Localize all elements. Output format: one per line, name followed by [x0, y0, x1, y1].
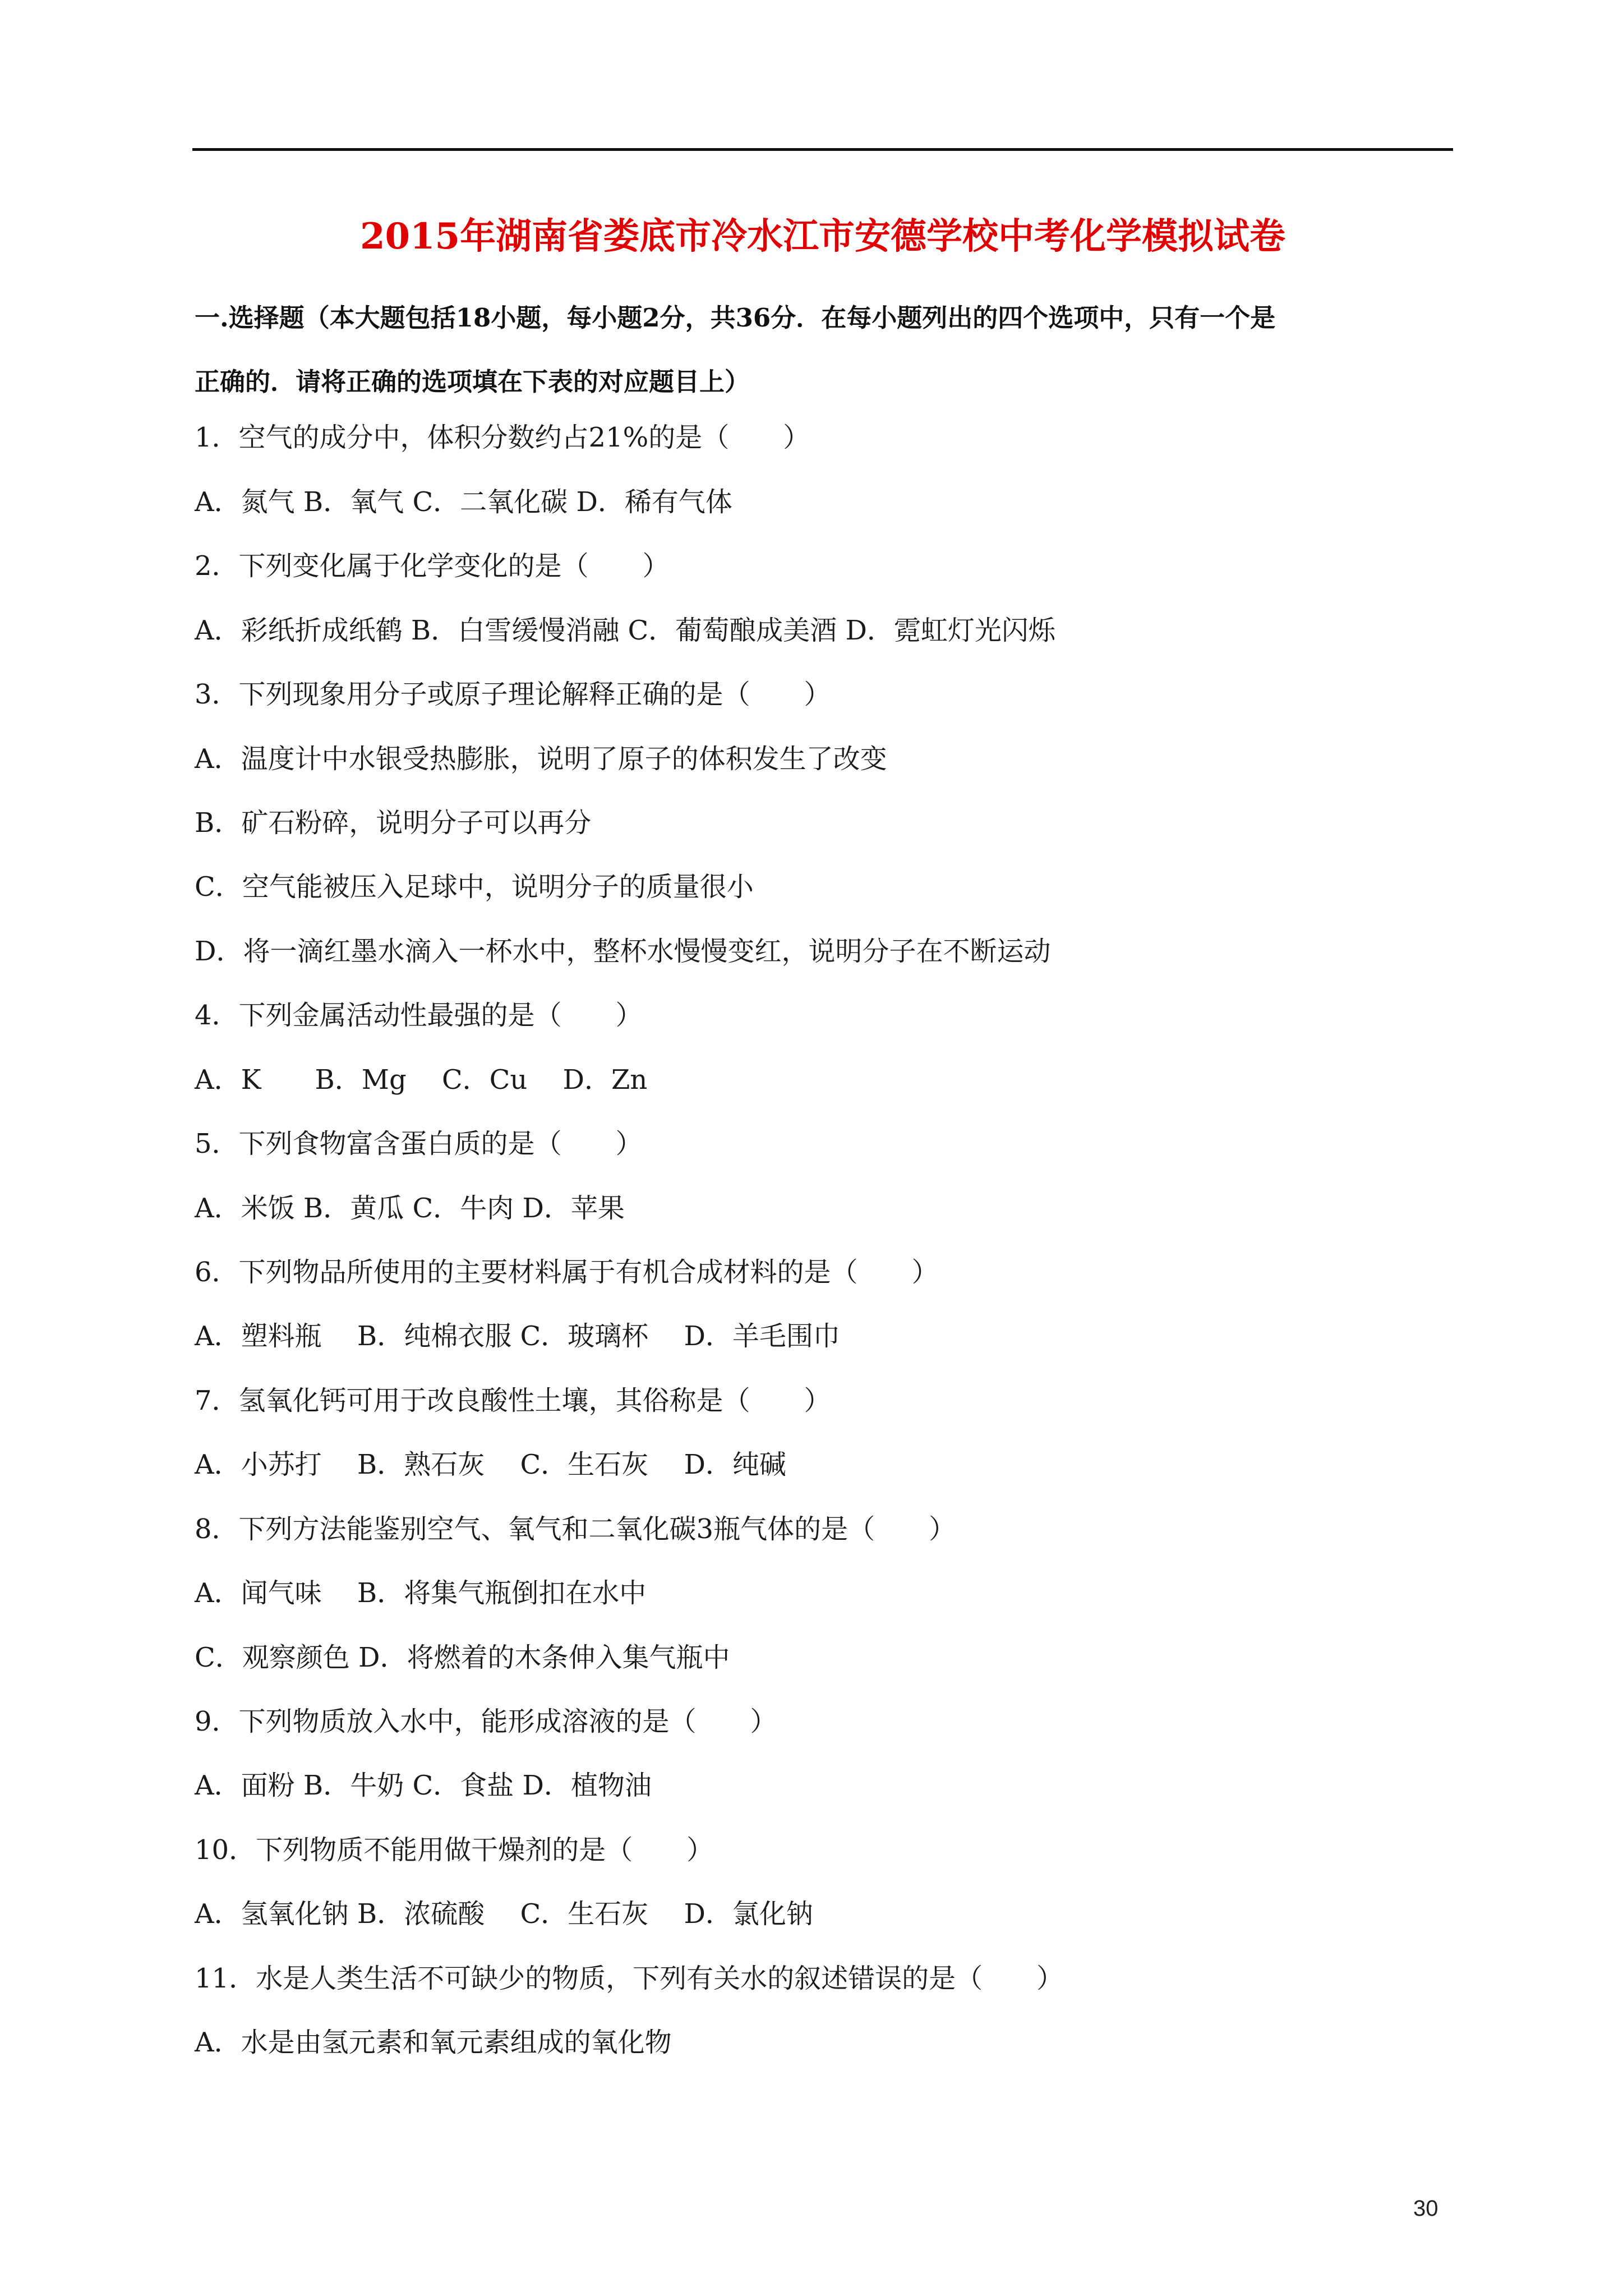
question-4-options: A．K B．Mg C．Cu D．Zn [195, 1064, 648, 1096]
question-10-options: A．氢氧化钠 B．浓硫酸 C．生石灰 D．氯化钠 [195, 1898, 813, 1930]
section-instructions-line-2: 正确的．请将正确的选项填在下表的对应题目上） [195, 367, 750, 397]
question-3-option-d: D．将一滴红墨水滴入一杯水中，整杯水慢慢变红，说明分子在不断运动 [195, 936, 1051, 967]
question-1: 1．空气的成分中，体积分数约占21%的是（ ） [195, 422, 810, 453]
header-rule [192, 148, 1453, 151]
question-6: 6．下列物品所使用的主要材料属于有机合成材料的是（ ） [195, 1257, 939, 1288]
question-3-option-a: A．温度计中水银受热膨胀，说明了原子的体积发生了改变 [195, 743, 887, 775]
question-6-options: A．塑料瓶 B．纯棉衣服 C．玻璃杯 D．羊毛围巾 [195, 1320, 840, 1352]
question-2: 2．下列变化属于化学变化的是（ ） [195, 550, 670, 582]
question-3-option-b: B．矿石粉碎，说明分子可以再分 [195, 807, 592, 839]
question-5: 5．下列食物富含蛋白质的是（ ） [195, 1128, 643, 1159]
question-5-options: A．米饭 B．黄瓜 C．牛肉 D．苹果 [195, 1193, 625, 1224]
question-3: 3．下列现象用分子或原子理论解释正确的是（ ） [195, 679, 831, 710]
question-10: 10．下列物质不能用做干燥剂的是（ ） [195, 1834, 714, 1866]
question-11: 11．水是人类生活不可缺少的物质，下列有关水的叙述错误的是（ ） [195, 1963, 1064, 1994]
question-9-options: A．面粉 B．牛奶 C．食盐 D．植物油 [195, 1770, 652, 1801]
question-9: 9．下列物质放入水中，能形成溶液的是（ ） [195, 1706, 777, 1737]
question-2-options: A．彩纸折成纸鹤 B．白雪缓慢消融 C．葡萄酿成美酒 D．霓虹灯光闪烁 [195, 615, 1055, 646]
section-instructions-line-1: 一.选择题（本大题包括18小题，每小题2分，共36分．在每小题列出的四个选项中，只有一个是 [195, 303, 1276, 333]
question-3-option-c: C．空气能被压入足球中，说明分子的质量很小 [195, 871, 754, 903]
question-7: 7．氢氧化钙可用于改良酸性土壤，其俗称是（ ） [195, 1385, 831, 1416]
question-7-options: A．小苏打 B．熟石灰 C．生石灰 D．纯碱 [195, 1449, 786, 1480]
question-11-option-a: A．水是由氢元素和氧元素组成的氧化物 [195, 2027, 672, 2058]
question-8: 8．下列方法能鉴别空气、氧气和二氧化碳3瓶气体的是（ ） [195, 1513, 956, 1545]
question-1-options: A．氮气 B．氧气 C．二氧化碳 D．稀有气体 [195, 486, 732, 518]
page-number: 30 [1413, 2196, 1438, 2221]
question-8-options-cd: C．观察颜色 D．将燃着的木条伸入集气瓶中 [195, 1642, 730, 1673]
question-4: 4．下列金属活动性最强的是（ ） [195, 1000, 643, 1031]
page-title: 2015年湖南省娄底市冷水江市安德学校中考化学模拟试卷 [359, 215, 1286, 257]
question-8-options-ab: A．闻气味 B．将集气瓶倒扣在水中 [195, 1577, 647, 1609]
